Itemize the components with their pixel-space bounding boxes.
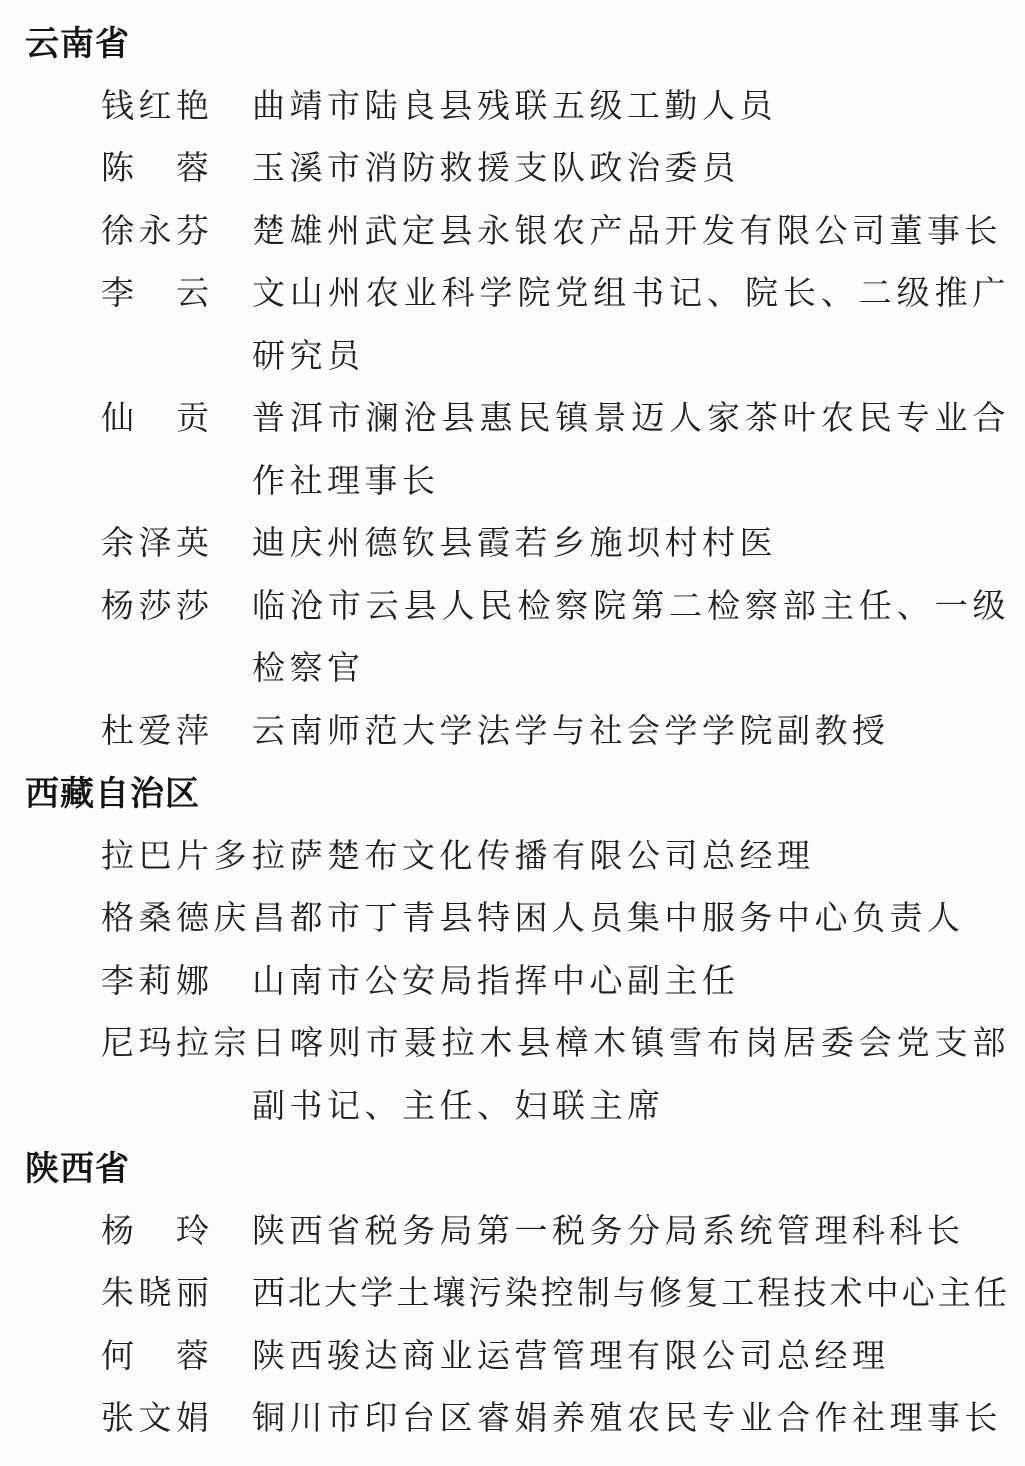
province-header: 云南省 [25,25,130,63]
honoree-row [0,1263,1025,1326]
honoree-title [252,1263,1010,1326]
honoree-name: 格桑德庆 [101,901,251,937]
honoree-row [0,76,1025,139]
honoree-title-line: 拉萨楚布文化传播有限公司总经理 [252,838,815,875]
honoree-row [0,951,1025,1014]
honoree-title-line: 昌都市丁青县特困人员集中服务中心负责人 [252,901,965,937]
honoree-row [0,1388,1025,1451]
province-section [0,13,1025,763]
honoree-title-line: 文山州农业科学院党组书记、院长、二级推广 [252,276,1010,312]
honoree-title-line: 玉溪市消防救援支队政治委员 [252,151,740,187]
honoree-title-line: 陕西骏达商业运营管理有限公司总经理 [252,1338,890,1375]
honoree-name: 朱晓丽 [101,1276,214,1312]
honoree-name: 拉巴片多 [101,838,251,875]
honoree-name: 张文娟 [101,1401,214,1437]
honoree-title [252,263,1010,388]
province-entries [0,826,1025,1139]
honoree-title [252,201,1010,264]
honoree-title-line: 铜川市印台区睿娟养殖农民专业合作社理事长 [252,1401,1002,1437]
honoree-row [0,388,1025,513]
honoree-name: 陈 蓉 [101,151,214,187]
honoree-title-line: 副书记、主任、妇联主席 [252,1088,665,1125]
honoree-name: 李 云 [101,276,214,312]
honoree-title [252,1388,1010,1451]
honoree-title [252,513,1010,576]
honoree-name: 尼玛拉宗 [101,1026,251,1062]
honoree-row [0,888,1025,951]
honoree-name: 徐永芬 [101,213,214,250]
honoree-name: 钱红艳 [101,88,214,125]
honoree-title-line: 陕西省税务局第一税务分局系统管理科科长 [252,1213,965,1250]
honoree-title [252,701,1010,764]
honoree-name: 杜爱萍 [101,713,214,750]
honoree-row [0,701,1025,764]
honoree-name: 李莉娜 [101,963,214,1000]
honoree-row [0,1201,1025,1264]
province-section [0,763,1025,1138]
honoree-title-line: 检察官 [252,651,365,687]
honoree-title [252,1201,1010,1264]
honoree-title-line: 云南师范大学法学与社会学学院副教授 [252,713,890,750]
honoree-title-line: 西北大学土壤污染控制与修复工程技术中心主任 [252,1276,1011,1312]
province-section [0,1138,1025,1451]
honoree-title [252,1326,1010,1389]
honoree-title-line: 临沧市云县人民检察院第二检察部主任、一级 [252,588,1010,625]
honoree-title [252,951,1010,1014]
honoree-title [252,888,1010,951]
honoree-title-line: 研究员 [252,338,365,375]
honoree-row [0,201,1025,264]
honoree-row [0,1326,1025,1389]
honoree-row [0,513,1025,576]
honoree-name: 何 蓉 [101,1338,214,1375]
province-entries [0,1201,1025,1451]
honoree-title-line: 日喀则市聂拉木县樟木镇雪布岗居委会党支部 [252,1026,1010,1062]
honoree-row [0,263,1025,388]
honoree-row [0,1013,1025,1138]
honoree-name: 杨莎莎 [101,588,214,625]
honoree-title [252,388,1010,513]
honoree-title-line: 普洱市澜沧县惠民镇景迈人家茶叶农民专业合 [252,401,1010,437]
province-header: 陕西省 [25,1150,130,1188]
honoree-title-line: 曲靖市陆良县残联五级工勤人员 [252,88,777,125]
honoree-title [252,76,1010,139]
honoree-name: 杨 玲 [101,1213,214,1250]
honoree-row [0,138,1025,201]
honoree-row [0,576,1025,701]
honoree-row [0,826,1025,889]
honoree-title-line: 作社理事长 [252,463,440,500]
honoree-name: 余泽英 [101,526,214,562]
honoree-title-line: 迪庆州德钦县霞若乡施坝村村医 [252,526,777,562]
honoree-name: 仙 贡 [101,401,214,437]
honoree-title-line: 山南市公安局指挥中心副主任 [252,963,740,1000]
honoree-title [252,138,1010,201]
honoree-title [252,1013,1010,1138]
honoree-title [252,826,1010,889]
honoree-title-line: 楚雄州武定县永银农产品开发有限公司董事长 [252,213,1002,250]
honoree-title [252,576,1010,701]
province-header: 西藏自治区 [25,775,200,813]
province-entries [0,76,1025,764]
